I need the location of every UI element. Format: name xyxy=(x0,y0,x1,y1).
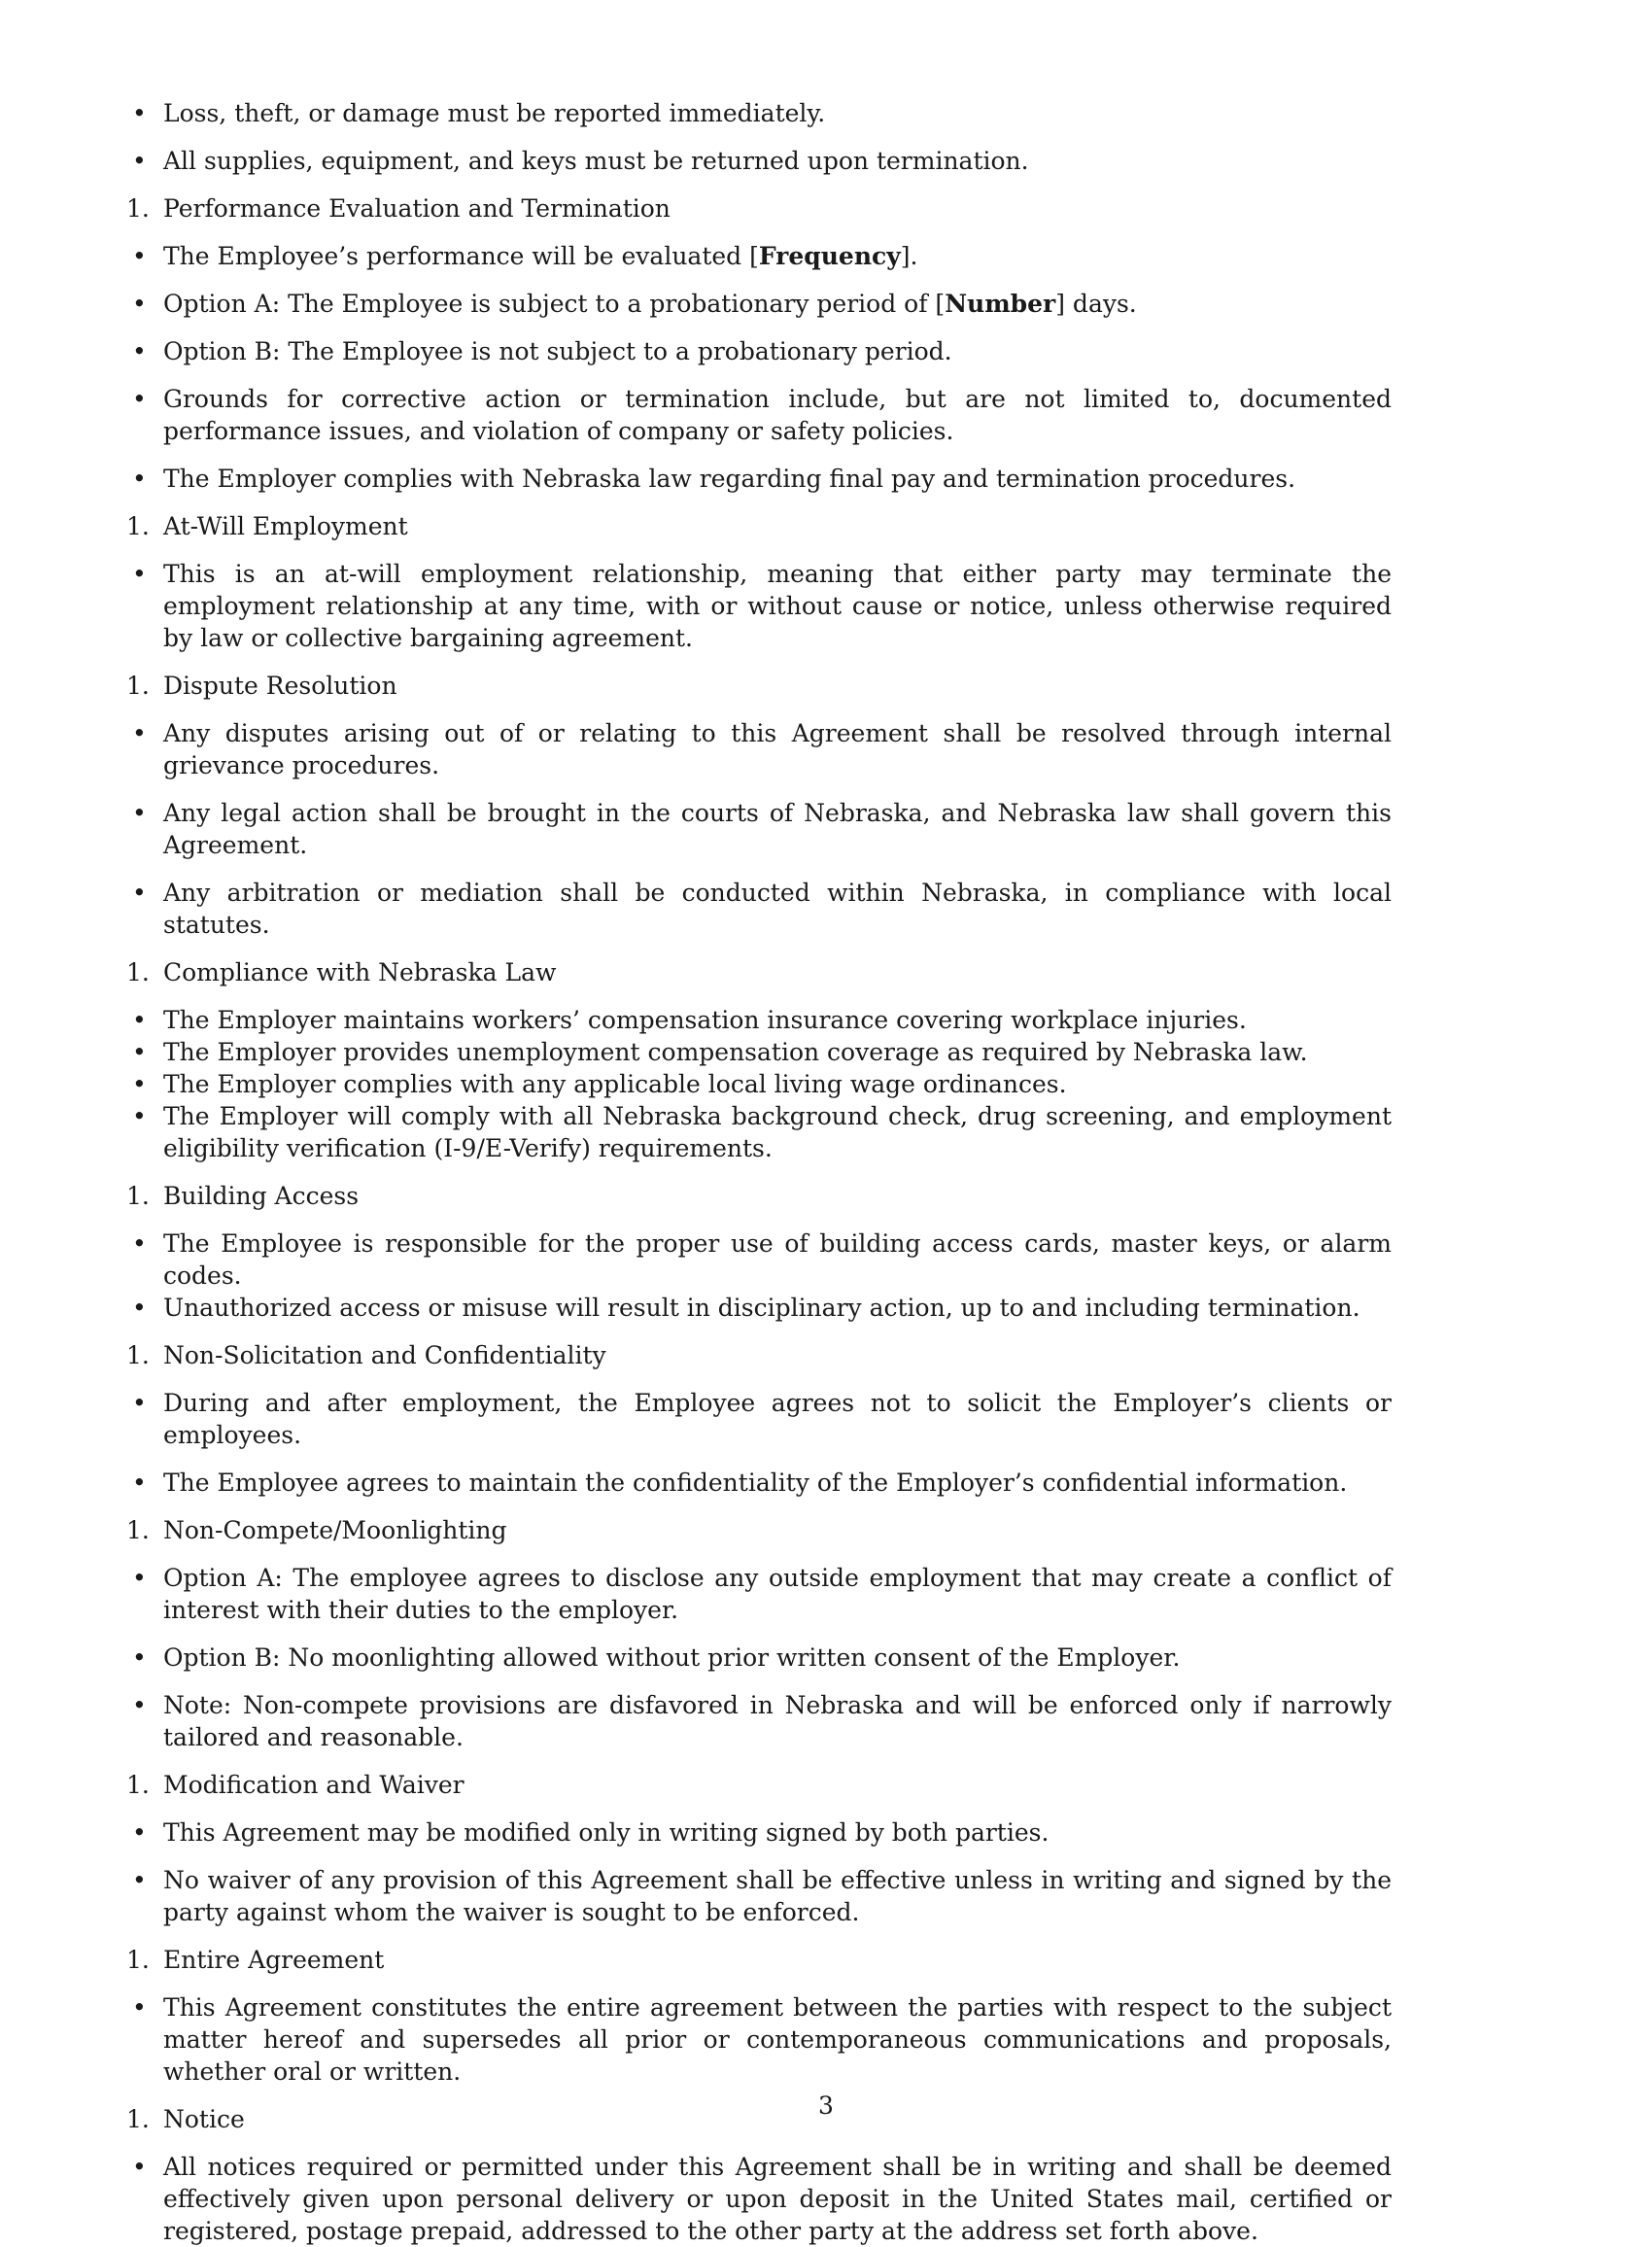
list-item xyxy=(0,1227,1392,1292)
text-run: No waiver of any provision of this Agreement shall be effective unless in writing and signed by the party against whom the waiver is sought to be enforced. xyxy=(163,1866,1392,1926)
list-item-text xyxy=(163,1006,1247,1034)
list-item-text xyxy=(163,1691,1392,1751)
section-heading xyxy=(0,670,1392,702)
text-run: During and after employment, the Employee agrees not to solicit the Employer’s clients or employees. xyxy=(163,1389,1392,1449)
placeholder-field: Frequency xyxy=(758,242,901,270)
text-run: The Employer complies with any applicable local living wage ordinances. xyxy=(163,1070,1067,1098)
list-item xyxy=(0,2151,1392,2247)
list-item xyxy=(0,1642,1392,1674)
bullet-icon: • xyxy=(132,1691,147,1719)
list-item-text xyxy=(163,465,1295,493)
section-title xyxy=(163,512,408,540)
bullet-icon: • xyxy=(132,1229,147,1258)
bullet-icon: • xyxy=(132,1294,147,1322)
section-title xyxy=(163,1771,465,1799)
section-heading xyxy=(0,510,1392,542)
bullet-icon: • xyxy=(132,799,147,827)
list-item-text xyxy=(163,1564,1392,1624)
list-item xyxy=(0,1689,1392,1753)
list-item xyxy=(0,1292,1392,1324)
text-run: All notices required or permitted under this Agreement shall be in writing and shall be deemed effectively given upon personal delivery or upon deposit in the United States mail, certified or registered, postage prepaid, addressed to the other party at the address set forth above. xyxy=(163,2153,1392,2245)
text-run: The Employer provides unemployment compensation coverage as required by Nebraska law. xyxy=(163,1038,1308,1066)
text-run: The Employer complies with Nebraska law regarding final pay and termination procedures. xyxy=(163,465,1296,493)
text-run: The Employer will comply with all Nebraska background check, drug screening, and employment eligibility verification (I-9/E-Verify) requirements. xyxy=(163,1102,1392,1162)
text-run: ]. xyxy=(900,242,918,270)
list-item xyxy=(0,463,1392,495)
bullet-icon: • xyxy=(132,147,147,175)
bullet-icon: • xyxy=(132,1818,147,1847)
text-run: ] days. xyxy=(1055,290,1137,318)
section-title xyxy=(163,194,671,223)
section-title xyxy=(163,672,397,700)
list-item xyxy=(0,1387,1392,1451)
document-body xyxy=(0,97,1652,2247)
list-item xyxy=(0,240,1392,272)
list-item-text xyxy=(163,385,1392,445)
section-heading xyxy=(0,1339,1392,1371)
section-number: 1. xyxy=(126,958,150,986)
text-run: Any arbitration or mediation shall be conducted within Nebraska, in compliance with local statutes. xyxy=(163,879,1392,939)
bullet-icon: • xyxy=(132,1993,147,2022)
list-item xyxy=(0,1864,1392,1928)
bullet-icon: • xyxy=(132,560,147,588)
bullet-icon: • xyxy=(132,1564,147,1592)
section-title xyxy=(163,1516,506,1544)
text-run: This is an at-will employment relationship, meaning that either party may terminate the employment relationship at any time, with or without cause or notice, unless otherwise required by law or collective bargaining agreement. xyxy=(163,560,1392,652)
bullet-icon: • xyxy=(132,1038,147,1066)
list-item-text xyxy=(163,879,1392,939)
section-heading xyxy=(0,192,1392,225)
text-run: Dispute Resolution xyxy=(163,672,397,700)
section-number: 1. xyxy=(126,1946,150,1974)
section-number: 1. xyxy=(126,194,150,223)
bullet-icon: • xyxy=(132,242,147,270)
text-run: The Employee’s performance will be evaluated [ xyxy=(163,242,759,270)
text-run: Non-Compete/Moonlighting xyxy=(163,1516,507,1544)
text-run: Any legal action shall be brought in the courts of Nebraska, and Nebraska law shall govern this Agreement. xyxy=(163,799,1392,859)
bullet-icon: • xyxy=(132,337,147,365)
text-run: Option B: No moonlighting allowed without prior written consent of the Employer. xyxy=(163,1643,1181,1672)
list-item xyxy=(0,97,1392,129)
list-item xyxy=(0,1004,1392,1036)
list-item-text xyxy=(163,1866,1392,1926)
text-run: Option A: The employee agrees to disclose any outside employment that may create a conflict of interest with their duties to the employer. xyxy=(163,1564,1392,1624)
list-item-text xyxy=(163,1070,1067,1098)
list-item-text xyxy=(163,1818,1049,1847)
section-number: 1. xyxy=(126,1341,150,1369)
list-item-text xyxy=(163,1294,1360,1322)
text-run: Notice xyxy=(163,2105,245,2133)
text-run: Compliance with Nebraska Law xyxy=(163,958,557,986)
section-number: 1. xyxy=(126,512,150,540)
list-item-text xyxy=(163,147,1029,175)
section-number: 1. xyxy=(126,672,150,700)
list-item xyxy=(0,1991,1392,2088)
list-item-text xyxy=(163,337,952,365)
list-item xyxy=(0,335,1392,367)
section-number: 1. xyxy=(126,2105,150,2133)
section-number: 1. xyxy=(126,1771,150,1799)
list-item xyxy=(0,145,1392,177)
text-run: All supplies, equipment, and keys must be returned upon termination. xyxy=(163,147,1029,175)
bullet-icon: • xyxy=(132,1643,147,1672)
text-run: At-Will Employment xyxy=(163,512,408,540)
bullet-icon: • xyxy=(132,1102,147,1130)
bullet-icon: • xyxy=(132,99,147,127)
list-item-text xyxy=(163,242,917,270)
bullet-icon: • xyxy=(132,2153,147,2181)
list-item xyxy=(0,1816,1392,1849)
section-heading xyxy=(0,1180,1392,1212)
list-item-text xyxy=(163,1038,1308,1066)
section-title xyxy=(163,1182,359,1210)
section-heading xyxy=(0,1514,1392,1546)
list-item xyxy=(0,717,1392,781)
bullet-icon: • xyxy=(132,1469,147,1497)
section-heading xyxy=(0,1769,1392,1801)
list-item-text xyxy=(163,2153,1392,2245)
list-item-text xyxy=(163,1643,1180,1672)
bullet-icon: • xyxy=(132,1006,147,1034)
text-run: Grounds for corrective action or termination include, but are not limited to, documented performance issues, and violation of company or safety policies. xyxy=(163,385,1392,445)
bullet-icon: • xyxy=(132,1389,147,1417)
text-run: The Employer maintains workers’ compensation insurance covering workplace injuries. xyxy=(163,1006,1247,1034)
section-title xyxy=(163,1946,384,1974)
text-run: Any disputes arising out of or relating to this Agreement shall be resolved through internal grievance procedures. xyxy=(163,719,1392,779)
text-run: Note: Non-compete provisions are disfavored in Nebraska and will be enforced only if narrowly tailored and reasonable. xyxy=(163,1691,1392,1751)
list-item-text xyxy=(163,799,1392,859)
list-item-text xyxy=(163,290,1137,318)
bullet-icon: • xyxy=(132,290,147,318)
list-item xyxy=(0,558,1392,654)
list-item xyxy=(0,797,1392,861)
list-item xyxy=(0,288,1392,320)
section-heading xyxy=(0,1944,1392,1976)
bullet-icon: • xyxy=(132,879,147,907)
list-item xyxy=(0,1467,1392,1499)
text-run: Option B: The Employee is not subject to a probationary period. xyxy=(163,337,952,365)
bullet-icon: • xyxy=(132,719,147,747)
text-run: This Agreement constitutes the entire agreement between the parties with respect to the subject matter hereof and supersedes all prior or contemporaneous communications and proposals, whether oral or written. xyxy=(163,1993,1392,2086)
text-run: Building Access xyxy=(163,1182,360,1210)
list-item xyxy=(0,1562,1392,1626)
text-run: Unauthorized access or misuse will result in disciplinary action, up to and including termination. xyxy=(163,1294,1360,1322)
text-run: Modification and Waiver xyxy=(163,1771,465,1799)
list-item-text xyxy=(163,719,1392,779)
text-run: Loss, theft, or damage must be reported immediately. xyxy=(163,99,826,127)
text-run: Non-Solicitation and Confidentiality xyxy=(163,1341,606,1369)
bullet-icon: • xyxy=(132,1866,147,1894)
list-item-text xyxy=(163,560,1392,652)
bullet-icon: • xyxy=(132,385,147,413)
list-item-text xyxy=(163,99,825,127)
list-item xyxy=(0,1100,1392,1164)
placeholder-field: Number xyxy=(945,290,1056,318)
list-item-text xyxy=(163,1469,1347,1497)
section-title xyxy=(163,1341,606,1369)
section-heading xyxy=(0,956,1392,988)
list-item-text xyxy=(163,1993,1392,2086)
text-run: Performance Evaluation and Termination xyxy=(163,194,671,223)
list-item xyxy=(0,1036,1392,1068)
list-item xyxy=(0,383,1392,447)
bullet-icon: • xyxy=(132,465,147,493)
text-run: This Agreement may be modified only in writing signed by both parties. xyxy=(163,1818,1050,1847)
page-number: 3 xyxy=(818,2091,834,2120)
text-run: The Employee agrees to maintain the confidentiality of the Employer’s confidential information. xyxy=(163,1469,1348,1497)
bullet-icon: • xyxy=(132,1070,147,1098)
section-number: 1. xyxy=(126,1182,150,1210)
list-item-text xyxy=(163,1102,1392,1162)
list-item-text xyxy=(163,1229,1392,1290)
list-item xyxy=(0,1068,1392,1100)
text-run: Entire Agreement xyxy=(163,1946,385,1974)
text-run: Option A: The Employee is subject to a probationary period of [ xyxy=(163,290,946,318)
list-item xyxy=(0,877,1392,941)
section-title xyxy=(163,958,556,986)
text-run: The Employee is responsible for the proper use of building access cards, master keys, or alarm codes. xyxy=(163,1229,1392,1290)
list-item-text xyxy=(163,1389,1392,1449)
section-number: 1. xyxy=(126,1516,150,1544)
